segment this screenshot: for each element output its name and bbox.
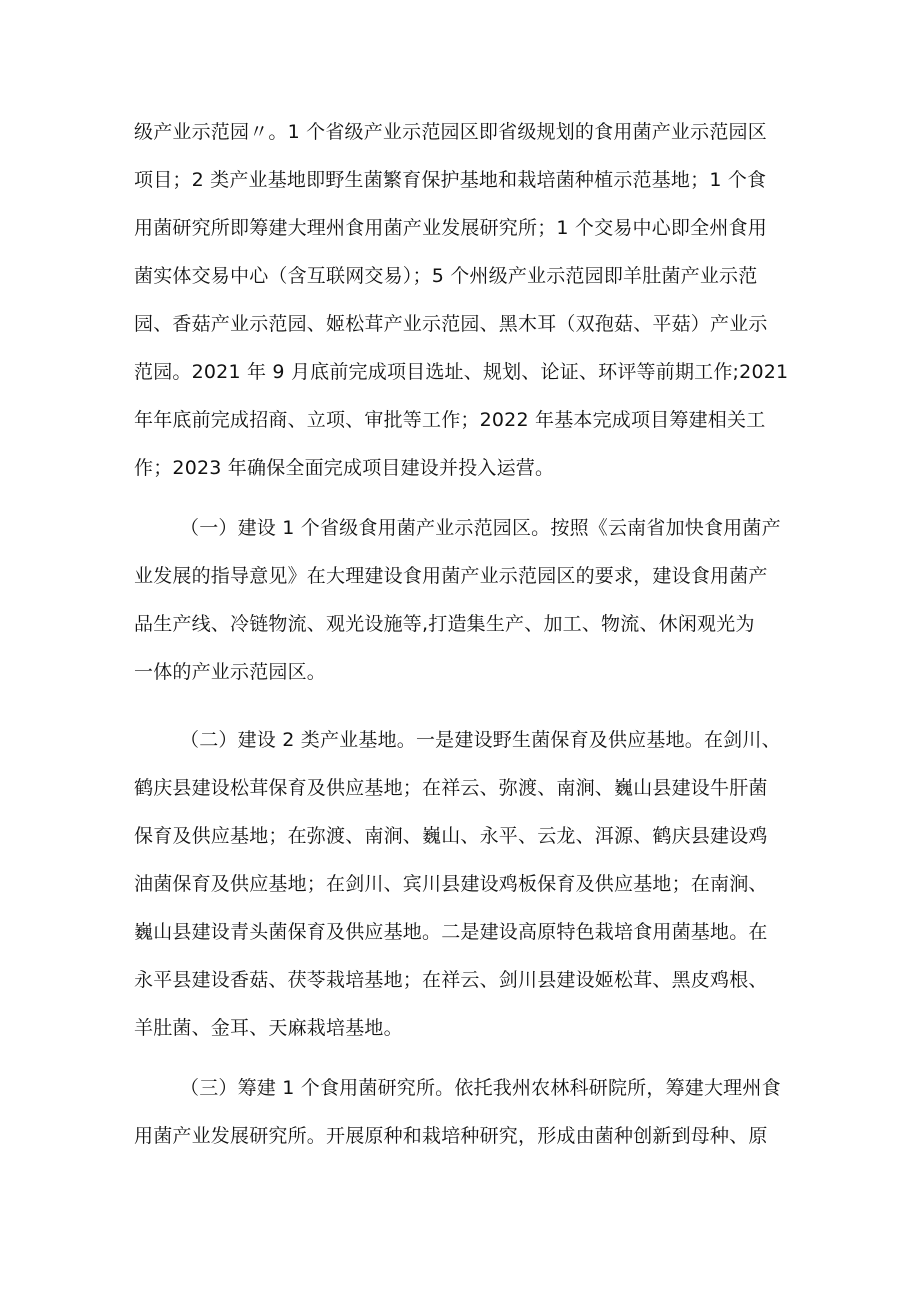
paragraph-3-line-2: 鹤庆县建设松茸保育及供应基地；在祥云、弥渡、南涧、巍山县建设牛肝菌	[134, 777, 768, 799]
paragraph-4-line-1: （三）筹建 1 个食用菌研究所。依托我州农林科研院所，筹建大理州食	[180, 1077, 781, 1099]
paragraph-3-line-1: （二）建设 2 类产业基地。一是建设野生菌保育及供应基地。在剑川、	[180, 729, 781, 751]
paragraph-2-line-1: （一）建设 1 个省级食用菌产业示范园区。按照《云南省加快食用菌产	[180, 517, 781, 539]
paragraph-1-line-5: 园、香菇产业示范园、姬松茸产业示范园、黑木耳（双孢菇、平菇）产业示	[134, 313, 768, 335]
paragraph-3-line-6: 永平县建设香菇、茯苓栽培基地；在祥云、剑川县建设姬松茸、黑皮鸡根、	[134, 969, 768, 991]
paragraph-4-line-2: 用菌产业发展研究所。开展原种和栽培种研究，形成由菌种创新到母种、原	[134, 1125, 768, 1147]
paragraph-1-line-4: 菌实体交易中心（含互联网交易）；5 个州级产业示范园即羊肚菌产业示范	[134, 265, 758, 287]
paragraph-2-line-4: 一体的产业示范园区。	[134, 661, 327, 683]
paragraph-3-line-3: 保育及供应基地；在弥渡、南涧、巍山、永平、云龙、洱源、鹤庆县建设鸡	[134, 825, 768, 847]
paragraph-1-line-2: 项目；2 类产业基地即野生菌繁育保护基地和栽培菌种植示范基地；1 个食	[134, 169, 767, 191]
paragraph-2-line-3: 品生产线、冷链物流、观光设施等,打造集生产、加工、物流、休闲观光为	[134, 613, 755, 635]
paragraph-1-line-8: 作；2023 年确保全面完成项目建设并投入运营。	[134, 457, 555, 479]
paragraph-1-line-3: 用菌研究所即筹建大理州食用菌产业发展研究所；1 个交易中心即全州食用	[134, 217, 767, 239]
paragraph-1-line-6: 范园。2021 年 9 月底前完成项目选址、规划、论证、环评等前期工作;2021	[134, 361, 789, 383]
paragraph-1-line-1: 级产业示范园〃。1 个省级产业示范园区即省级规划的食用菌产业示范园区	[134, 121, 767, 143]
paragraph-3-line-4: 油菌保育及供应基地；在剑川、宾川县建设鸡板保育及供应基地；在南涧、	[134, 873, 768, 895]
paragraph-2-line-2: 业发展的指导意见》在大理建设食用菌产业示范园区的要求，建设食用菌产	[134, 565, 768, 587]
paragraph-3-line-5: 巍山县建设青头菌保育及供应基地。二是建设高原特色栽培食用菌基地。在	[134, 921, 768, 943]
paragraph-1-line-7: 年年底前完成招商、立项、审批等工作；2022 年基本完成项目筹建相关工	[134, 409, 766, 431]
paragraph-3-line-7: 羊肚菌、金耳、天麻栽培基地。	[134, 1017, 403, 1039]
